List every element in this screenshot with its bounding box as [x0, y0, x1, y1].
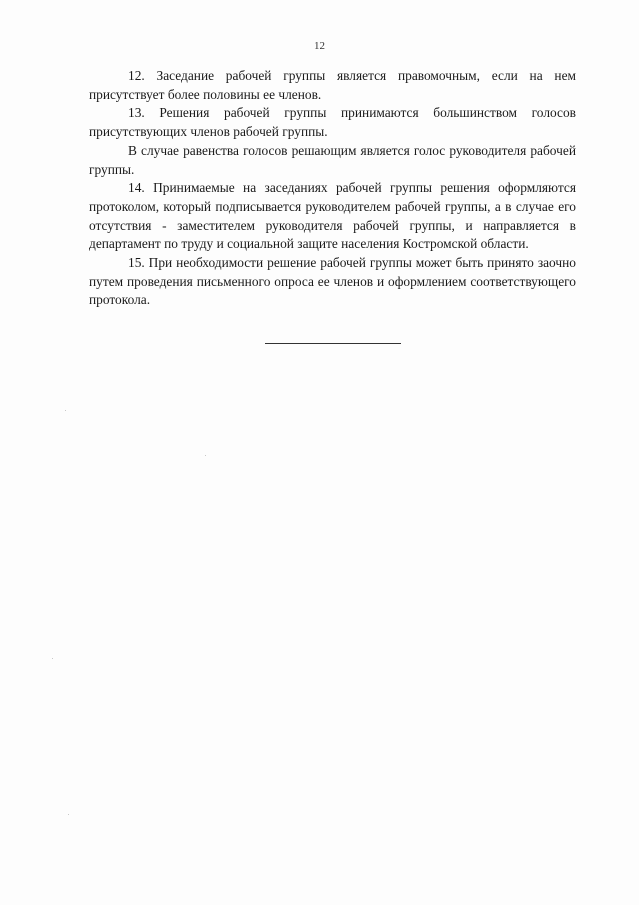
scan-speck: [205, 455, 206, 456]
paragraph-13: 13. Решения рабочей группы принимаются большинством голосов присутствующих членов рабочей группы.: [89, 105, 576, 140]
paragraph-15: 15. При необходимости решение рабочей группы может быть принято заочно путем проведения письменного опроса ее членов и оформлением соответствующего протокола.: [89, 255, 576, 308]
scan-speck: [68, 814, 69, 815]
paragraph-12: 12. Заседание рабочей группы является правомочным, если на нем присутствует более половины ее членов.: [89, 68, 576, 102]
paragraph-14: 14. Принимаемые на заседаниях рабочей группы решения оформляются протоколом, который подписывается руководителем рабочей группы, а в случае его отсутствия - заместителем руководителя рабочей группы, и направляется в департамент по труду и социальной защите населения Костромской области.: [89, 180, 576, 252]
scan-speck: [65, 410, 66, 411]
page-number: 12: [314, 40, 325, 52]
paragraph-13-tie-rule: В случае равенства голосов решающим является голос руководителя рабочей группы.: [89, 142, 576, 177]
end-divider-line: [265, 343, 401, 344]
document-body: [89, 67, 576, 310]
scan-speck: [52, 658, 53, 659]
